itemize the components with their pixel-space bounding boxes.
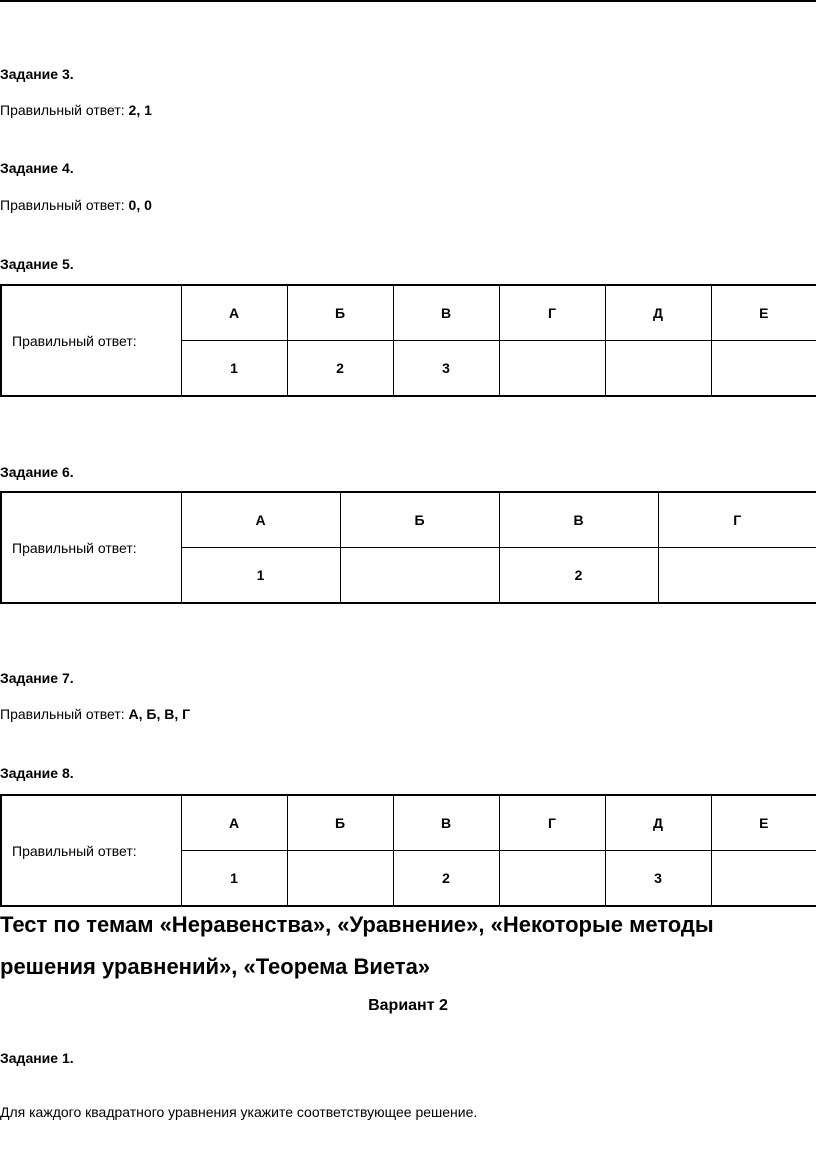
task6-answer-table [0,491,816,604]
variant-heading: Вариант 2 [368,997,448,1014]
task5-header-cell: Д [605,285,711,341]
task5-header-cell: Г [499,285,605,341]
task1-heading: Задание 1. [0,1050,74,1066]
task3-heading: Задание 3. [0,66,74,82]
task5-value-cell [499,341,605,397]
task7-answer-prefix: Правильный ответ: [0,706,129,722]
task8-answer-table [0,794,816,907]
task3-answer-line [0,102,152,118]
task8-value-cell: 1 [181,851,287,907]
test-title [0,908,800,984]
task8-value-cell: 2 [393,851,499,907]
task6-heading: Задание 6. [0,464,74,480]
task5-value-cell: 2 [287,341,393,397]
task3-answer-prefix: Правильный ответ: [0,102,129,118]
task7-answer-value: А, Б, В, Г [128,706,191,722]
task5-header-cell: В [393,285,499,341]
task6-value-cell: 2 [499,548,658,604]
task8-header-cell: Е [711,795,816,851]
task6-header-cell: В [499,492,658,548]
task5-value-cell [605,341,711,397]
task8-heading: Задание 8. [0,765,74,781]
task5-answer-table [0,284,816,397]
task4-answer-line [0,197,152,213]
task8-value-cell [287,851,393,907]
task8-header-cell: Б [287,795,393,851]
task5-label: Правильный ответ: [1,285,181,396]
task6-value-cell [658,548,816,604]
task5-value-cell [711,341,816,397]
test-title-line-2: решения уравнений», «Теорема Виета» [0,954,431,979]
task6-header-cell: А [181,492,340,548]
task7-answer-line [0,706,190,722]
task4-answer-value: 0, 0 [128,197,152,213]
task4-answer-prefix: Правильный ответ: [0,197,129,213]
task1-text: Для каждого квадратного уравнения укажите соответствующее решение. [0,1104,478,1120]
top-rule [0,0,816,2]
task8-header-cell: В [393,795,499,851]
task8-header-cell: Д [605,795,711,851]
task8-value-cell: 3 [605,851,711,907]
task5-header-cell: А [181,285,287,341]
task8-value-cell [499,851,605,907]
task6-value-cell [340,548,499,604]
task4-heading: Задание 4. [0,160,74,176]
task8-value-cell [711,851,816,907]
task6-value-cell: 1 [181,548,340,604]
task6-header-cell: Б [340,492,499,548]
task6-label: Правильный ответ: [1,492,181,603]
task3-answer-value: 2, 1 [128,102,152,118]
task7-heading: Задание 7. [0,670,74,686]
task5-value-cell: 1 [181,341,287,397]
task6-header-cell: Г [658,492,816,548]
task8-label: Правильный ответ: [1,795,181,906]
task5-value-cell: 3 [393,341,499,397]
task5-heading: Задание 5. [0,256,74,272]
task5-header-cell: Б [287,285,393,341]
test-title-line-1: Тест по темам «Неравенства», «Уравнение», «Некоторые методы [0,912,714,937]
task8-header-cell: Г [499,795,605,851]
task8-header-cell: А [181,795,287,851]
task5-header-cell: Е [711,285,816,341]
